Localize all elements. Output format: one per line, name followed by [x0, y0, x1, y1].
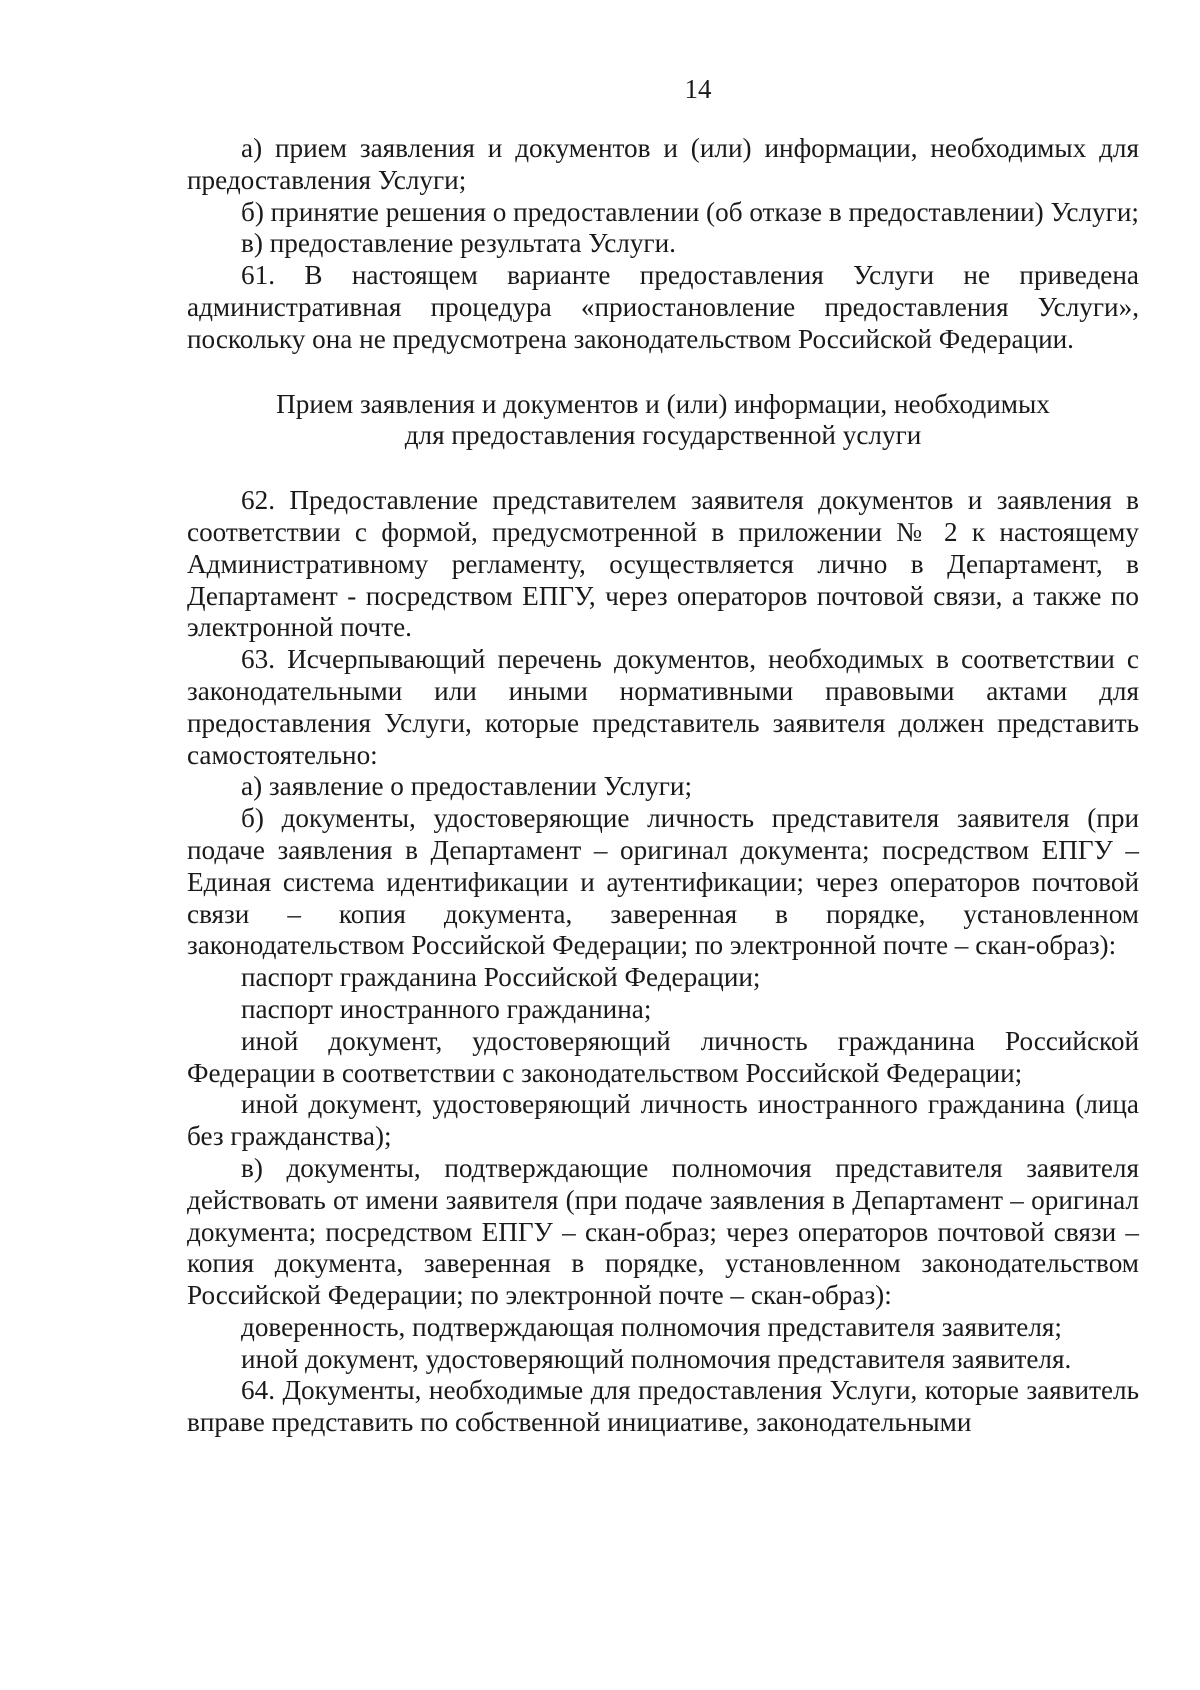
list-item-a-application: а) заявление о предоставлении Услуги;: [241, 771, 693, 802]
paragraph-61: 61. В настоящем варианте предоставления Услуги не приведена административная процедура «приостановление предоставления Услуги», поскольку она не предусмотрена законодательством Российской Федерации.: [187, 260, 1139, 354]
page-number: 14: [684, 74, 712, 104]
section-heading-line-1: Прием заявления и документов и (или) информации, необходимых: [276, 388, 1050, 419]
list-subitem-foreign-passport: паспорт иностранного гражданина;: [241, 993, 652, 1024]
paragraph-64: 64. Документы, необходимые для предоставления Услуги, которые заявитель вправе представить по собственной инициативе, законодательными: [187, 1375, 1139, 1438]
list-item-b-identity-documents: б) документы, удостоверяющие личность представителя заявителя (при подаче заявления в Департамент – оригинал документа; посредством ЕПГУ – Единая система идентификации и аутентификации; через операторов почтовой связи – копия документа, заверенная в порядке, установленном законодательством Российской Федерации; по электронной почте – скан-образ):: [187, 803, 1139, 961]
list-item-b: б) принятие решения о предоставлении (об отказе в предоставлении) Услуги;: [241, 196, 1139, 227]
paragraph-62: 62. Предоставление представителем заявителя документов и заявления в соответствии с формой, предусмотренной в приложении № 2 к настоящему Административному регламенту, осуществляется лично в Департамент, в Департамент - посредством ЕПГУ, через операторов почтовой связи, а также по электронной почте.: [187, 485, 1139, 643]
section-heading-line-2: для предоставления государственной услуги: [404, 420, 922, 451]
list-subitem-other-russian-id: иной документ, удостоверяющий личность гражданина Российской Федерации в соответствии с законодательством Российской Федерации;: [187, 1025, 1139, 1088]
section-heading: [187, 389, 1139, 453]
list-subitem-power-of-attorney: доверенность, подтверждающая полномочия представителя заявителя;: [241, 1311, 1062, 1342]
list-item-a: а) прием заявления и документов и (или) информации, необходимых для предоставления Услуги;: [187, 133, 1139, 195]
paragraph-63: 63. Исчерпывающий перечень документов, необходимых в соответствии с законодательными или иными нормативными правовыми актами для предоставления Услуги, которые представитель заявителя должен представить самостоятельно:: [187, 644, 1139, 770]
document-body: [187, 133, 1139, 1439]
list-subitem-other-authority-document: иной документ, удостоверяющий полномочия представителя заявителя.: [241, 1343, 1072, 1374]
list-subitem-other-foreign-id: иной документ, удостоверяющий личность иностранного гражданина (лица без гражданства);: [187, 1089, 1139, 1152]
list-item-v-authority-documents: в) документы, подтверждающие полномочия представителя заявителя действовать от имени заявителя (при подаче заявления в Департамент – оригинал документа; посредством ЕПГУ – скан-образ; через операторов почтовой связи – копия документа, заверенная в порядке, установленном законодательством Российской Федерации; по электронной почте – скан-образ):: [187, 1152, 1139, 1311]
list-item-v: в) предоставление результата Услуги.: [241, 228, 676, 259]
list-subitem-russian-passport: паспорт гражданина Российской Федерации;: [241, 962, 761, 993]
